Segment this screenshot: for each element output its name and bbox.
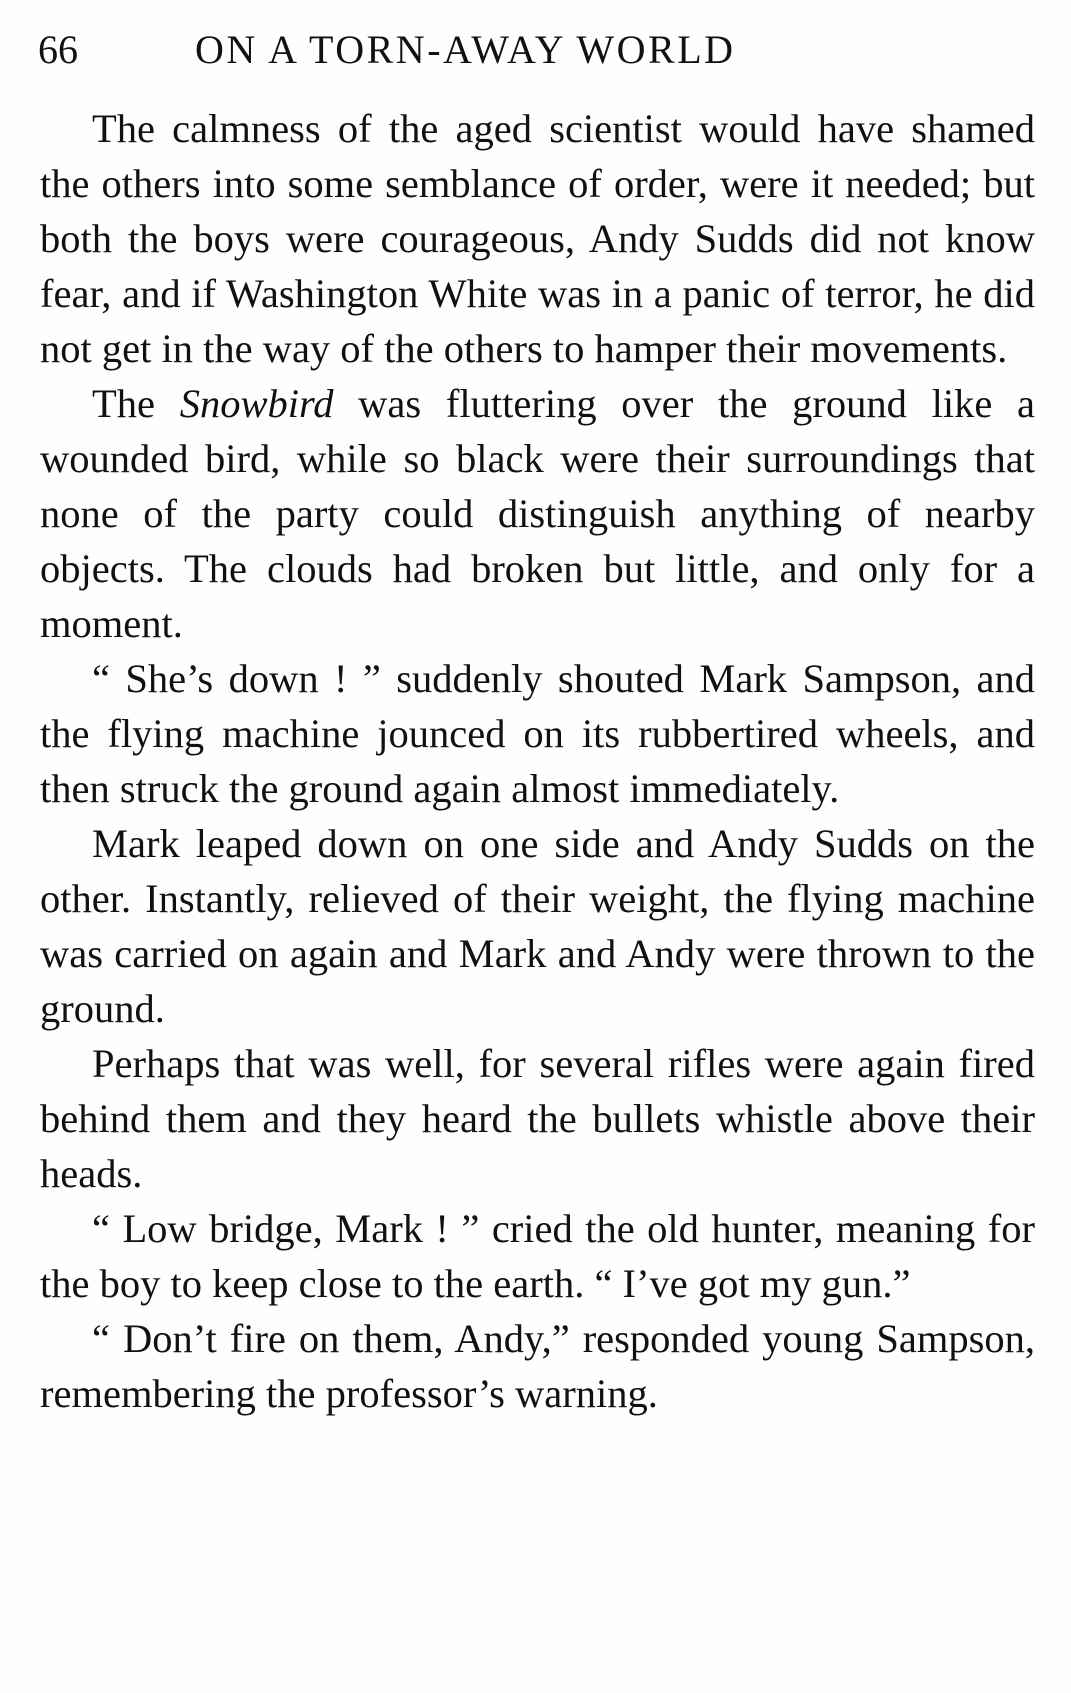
page-number: 66 (38, 27, 78, 72)
paragraph-text: “ She’s down ! ” suddenly shouted Mark Sampson, and the flying machine jounced on its rubbertired wheels, and then struck the ground again almost immediately. (40, 656, 1035, 811)
paragraph (40, 376, 1035, 651)
paragraph (40, 651, 1035, 816)
paragraph (40, 1036, 1035, 1201)
paragraph (40, 1311, 1035, 1421)
ship-name: Snowbird (179, 381, 334, 426)
paragraph-text: Perhaps that was well, for several rifles were again fired behind them and they heard the bullets whistle above their heads. (40, 1041, 1035, 1196)
running-head (38, 24, 1033, 84)
paragraph-text: was fluttering over the ground like a wounded bird, while so black were their surroundings that none of the party could distinguish anything of nearby objects. The clouds had broken but little, and only for a moment. (40, 381, 1036, 646)
paragraph-text: Mark leaped down on one side and Andy Sudds on the other. Instantly, relieved of their weight, the flying machine was carried on again and Mark and Andy were thrown to the ground. (40, 821, 1035, 1031)
paragraph-text: The calmness of the aged scientist would have shamed the others into some semblance of order, were it needed; but both the boys were courageous, Andy Sudds did not know fear, and if Washington White was in a panic of terror, he did not get in the way of the others to hamper their movements. (40, 106, 1035, 371)
paragraph-text: “ Low bridge, Mark ! ” cried the old hunter, meaning for the boy to keep close to the earth. “ I’ve got my gun.” (40, 1206, 1035, 1306)
paragraph (40, 1201, 1035, 1311)
paragraph (40, 816, 1035, 1036)
paragraph-text: “ Don’t fire on them, Andy,” responded young Sampson, remembering the professor’s warning. (40, 1316, 1035, 1416)
paragraph-text: The (92, 381, 180, 426)
paragraph (40, 101, 1035, 376)
body-text (40, 101, 1035, 1421)
running-title: ON A TORN-AWAY WORLD (195, 27, 736, 72)
